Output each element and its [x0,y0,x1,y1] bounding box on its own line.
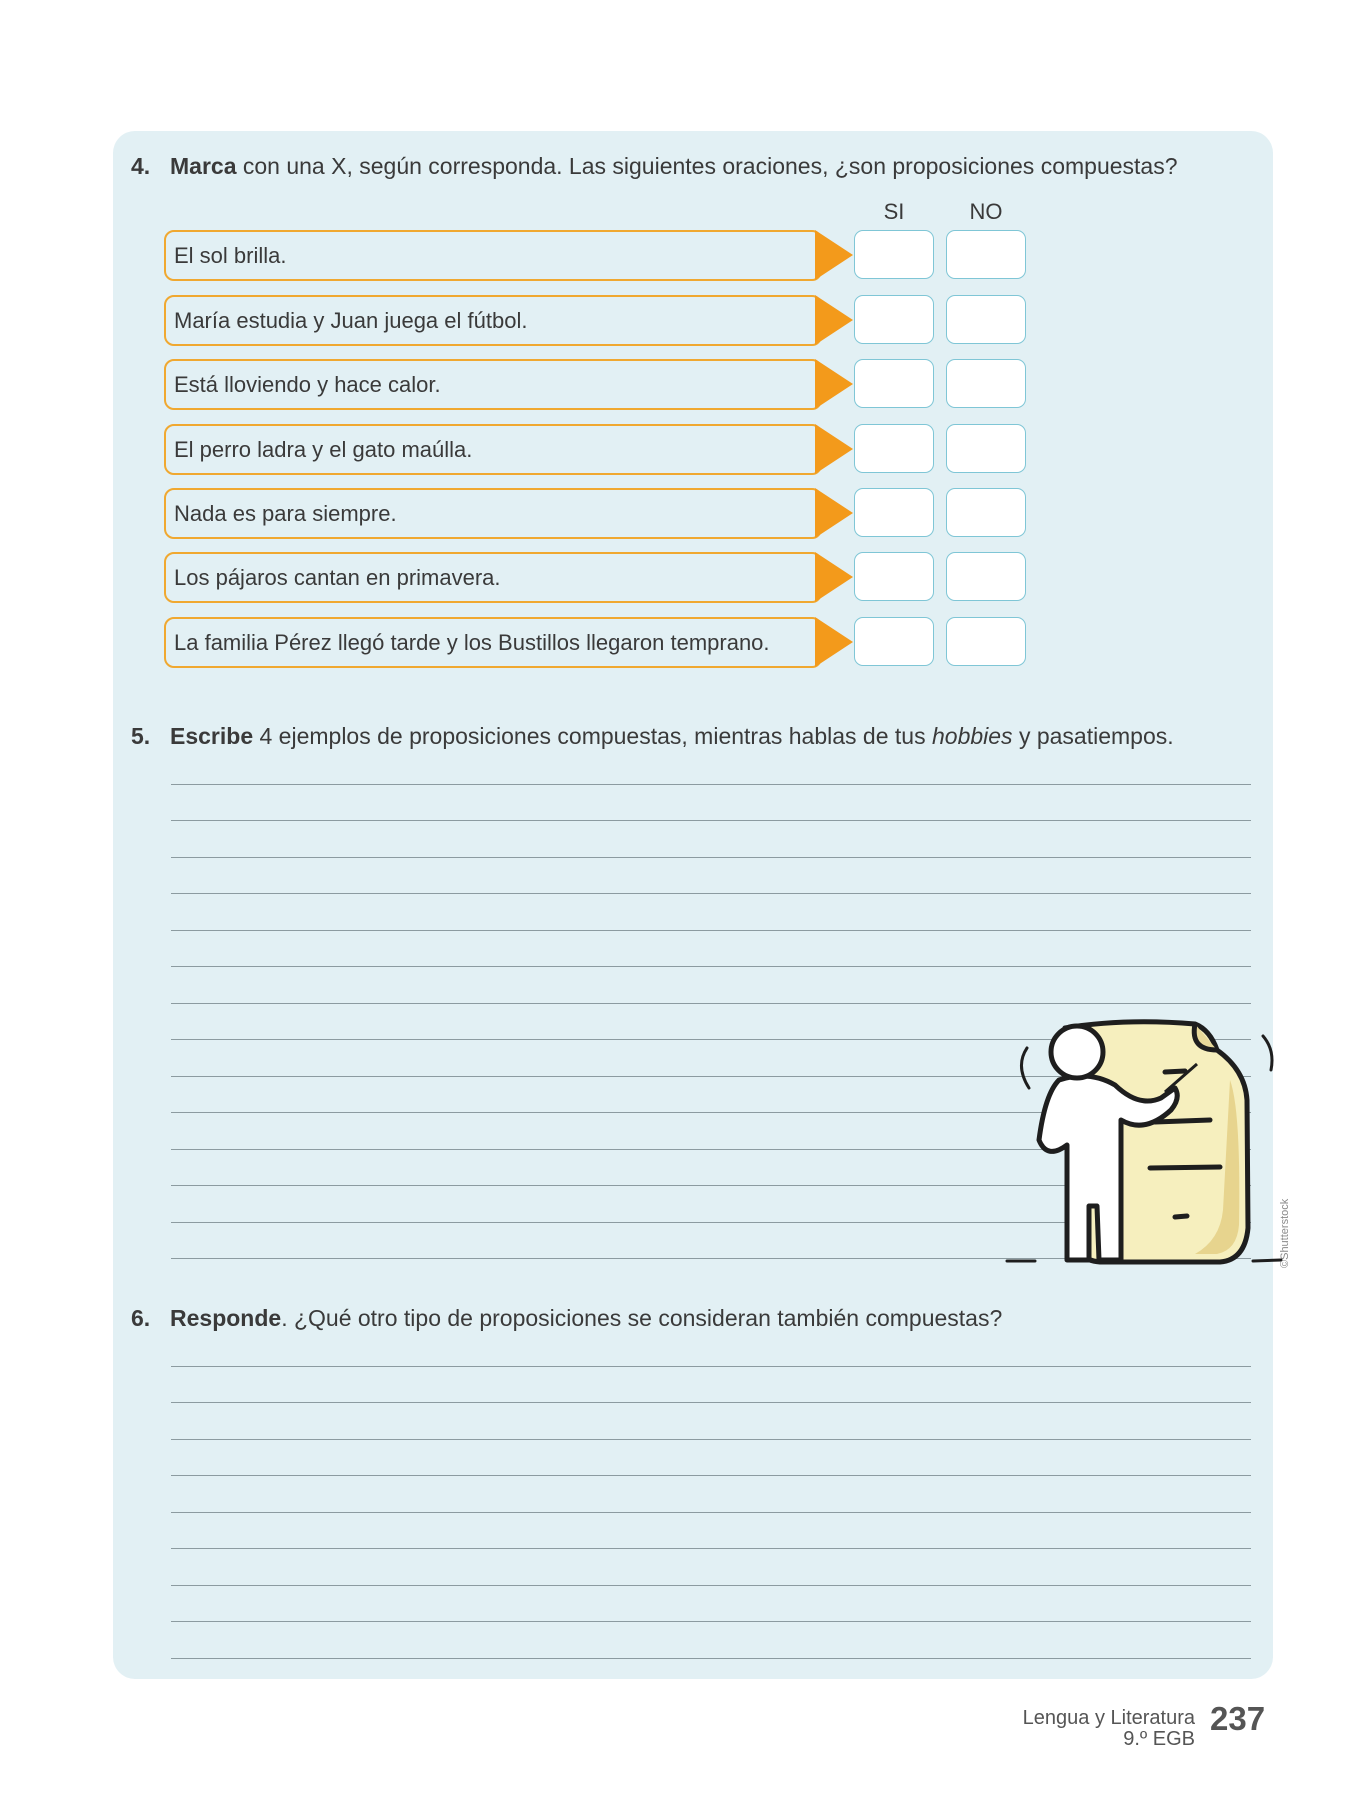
statement-text: La familia Pérez llegó tarde y los Bustillos llegaron temprano. [164,617,822,668]
arrow-icon [815,295,853,345]
column-header-si: SI [883,199,905,224]
question-text-italic: hobbies [931,723,1013,749]
question-number: 5. [131,723,151,749]
motion-mark [1021,1048,1029,1088]
statement-text: Los pájaros cantan en primavera. [164,552,822,603]
answer-box-si[interactable] [854,617,934,666]
statement-row [164,617,1164,668]
question-text: y pasatiempos. [1012,723,1174,749]
question-6-heading [131,1305,1002,1332]
person-head [1051,1026,1103,1078]
answer-box-no[interactable] [946,488,1026,537]
question-verb: Marca [170,153,237,179]
answer-box-no[interactable] [946,617,1026,666]
statement-row [164,359,1164,410]
statement-row [164,230,1164,281]
writing-line[interactable] [171,1402,1251,1403]
writing-line[interactable] [171,1366,1251,1367]
statement-text: El sol brilla. [164,230,822,281]
question-text: 4 ejemplos de proposiciones compuestas, mientras hablas de tus [253,723,932,749]
statement-text: Nada es para siempre. [164,488,822,539]
answer-box-no[interactable] [946,359,1026,408]
writing-line[interactable] [171,893,1251,894]
document-dash [1175,1216,1187,1217]
statement-row [164,552,1164,603]
question-5-heading [131,723,1174,750]
writing-line[interactable] [171,1512,1251,1513]
answer-box-si[interactable] [854,230,934,279]
arrow-icon [815,359,853,409]
writing-line[interactable] [171,1658,1251,1659]
image-credit: ©Shutterstock [1279,1198,1291,1268]
question-text: . ¿Qué otro tipo de proposiciones se consideran también compuestas? [281,1305,1003,1331]
writing-line[interactable] [171,820,1251,821]
statement-row [164,295,1164,346]
arrow-icon [815,230,853,280]
arrow-icon [815,552,853,602]
arrow-icon [815,424,853,474]
person-pointing-document-illustration [1005,1010,1285,1270]
writing-line[interactable] [171,966,1251,967]
writing-line[interactable] [171,1439,1251,1440]
question-number: 4. [131,153,151,179]
document-dash [1150,1167,1220,1168]
statement-text: Está lloviendo y hace calor. [164,359,822,410]
footer-subject [1023,1708,1195,1750]
statement-row [164,424,1164,475]
document-dash [1165,1071,1185,1072]
question-verb: Responde [170,1305,282,1331]
ground-line [1253,1260,1281,1261]
question-verb: Escribe [170,723,254,749]
writing-line[interactable] [171,1548,1251,1549]
writing-line[interactable] [171,1003,1251,1004]
writing-line[interactable] [171,1475,1251,1476]
statement-text: El perro ladra y el gato maúlla. [164,424,822,475]
writing-line[interactable] [171,784,1251,785]
question-text: con una X, según corresponda. Las siguientes oraciones, ¿son proposiciones compuestas? [236,153,1178,179]
arrow-icon [815,488,853,538]
answer-box-no[interactable] [946,295,1026,344]
question-number: 6. [131,1305,151,1331]
statement-row [164,488,1164,539]
writing-line[interactable] [171,1585,1251,1586]
answer-box-si[interactable] [854,295,934,344]
arrow-icon [815,617,853,667]
motion-mark [1263,1036,1272,1070]
writing-line[interactable] [171,930,1251,931]
writing-line[interactable] [171,857,1251,858]
page-number: 237 [1210,1700,1266,1737]
answer-box-si[interactable] [854,359,934,408]
answer-box-no[interactable] [946,230,1026,279]
statement-text: María estudia y Juan juega el fútbol. [164,295,822,346]
document-dash [1155,1120,1210,1122]
grade-level: 9.º EGB [1123,1728,1195,1750]
answer-box-si[interactable] [854,552,934,601]
column-header-no: NO [969,199,1003,224]
subject-name: Lengua y Literatura [1022,1707,1195,1729]
writing-line[interactable] [171,1621,1251,1622]
answer-box-no[interactable] [946,552,1026,601]
answer-box-no[interactable] [946,424,1026,473]
question-4-heading [131,153,1178,180]
answer-box-si[interactable] [854,424,934,473]
answer-box-si[interactable] [854,488,934,537]
